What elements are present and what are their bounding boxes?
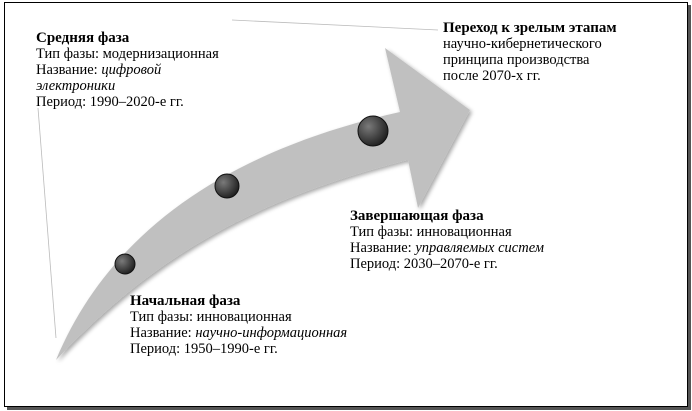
- end-phase-name: Название: управляемых систем: [350, 240, 545, 256]
- phase-marker-end: [358, 116, 388, 146]
- end-phase-title: Завершающая фаза: [350, 208, 484, 224]
- start-phase-title: Начальная фаза: [130, 293, 241, 309]
- start-phase-name: Название: научно-информационная: [130, 325, 348, 341]
- guide-line-top: [232, 20, 438, 30]
- middle-phase-block: [36, 30, 286, 110]
- phase-marker-start: [115, 254, 135, 274]
- start-phase-period: Период: 1950–1990-е гг.: [130, 341, 278, 357]
- final-transition-title: Переход к зрелым этапам: [443, 20, 617, 36]
- middle-phase-type: Тип фазы: модернизационная: [36, 46, 219, 62]
- final-transition-line2: принципа производства: [443, 52, 590, 68]
- middle-phase-period: Период: 1990–2020-е гг.: [36, 94, 184, 110]
- final-transition-line3: после 2070-х гг.: [443, 68, 541, 84]
- guide-line-left: [38, 108, 56, 338]
- end-phase-period: Период: 2030–2070-е гг.: [350, 256, 498, 272]
- end-phase-block: [350, 208, 650, 272]
- start-phase-type: Тип фазы: инновационная: [130, 309, 292, 325]
- final-transition-line1: научно-кибернетического: [443, 36, 602, 52]
- start-phase-block: [130, 293, 450, 357]
- middle-phase-title: Средняя фаза: [36, 30, 130, 46]
- end-phase-type: Тип фазы: инновационная: [350, 224, 512, 240]
- middle-phase-name: Название: цифровой электроники: [36, 62, 162, 94]
- final-transition-block: [443, 20, 678, 84]
- phase-marker-middle: [215, 174, 239, 198]
